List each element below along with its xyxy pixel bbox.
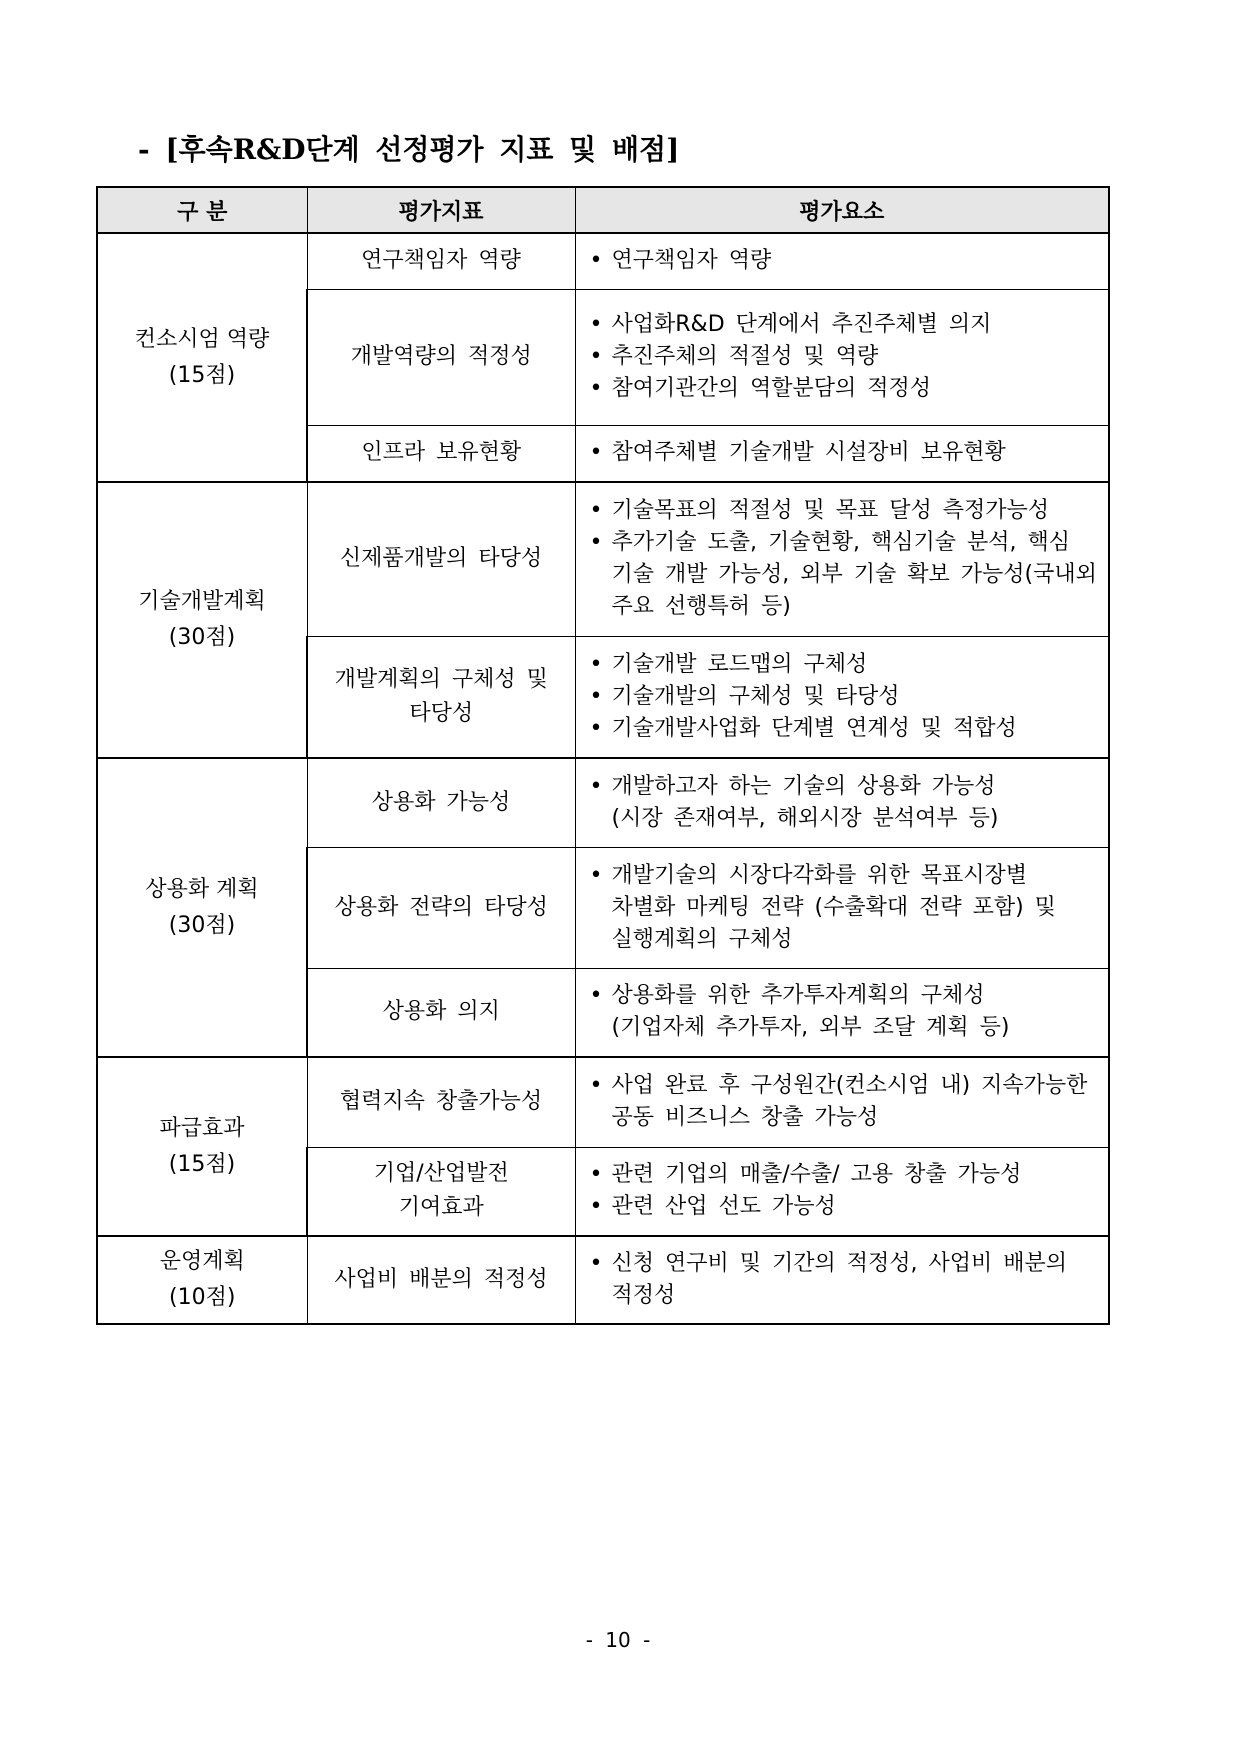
category-name: 파급효과 — [159, 1115, 245, 1141]
header-category: 구 분 — [97, 187, 307, 233]
table-row — [97, 758, 1109, 847]
element-item: • 관련 기업의 매출/수출/ 고용 창출 가능성 — [586, 1159, 1105, 1191]
element-item: • 참여기관간의 역할분담의 적정성 — [586, 373, 1105, 405]
indicator-cell: 사업비 배분의 적정성 — [307, 1236, 575, 1324]
table-row — [97, 1057, 1109, 1147]
category-cell — [97, 233, 307, 482]
indicator-cell: 협력지속 창출가능성 — [307, 1057, 575, 1147]
element-item: • 사업 완료 후 구성원간(컨소시엄 내) 지속가능한 공동 비즈니스 창출 가능성 — [586, 1070, 1105, 1134]
header-indicator: 평가지표 — [307, 187, 575, 233]
elements-cell — [575, 289, 1109, 425]
elements-cell — [575, 482, 1109, 636]
table-row — [97, 233, 1109, 289]
page-title: - [후속R&D단계 선정평가 지표 및 배점] — [138, 133, 680, 166]
indicator-cell: 개발계획의 구체성 및 타당성 — [307, 636, 575, 758]
category-cell — [97, 1057, 307, 1236]
element-item: • 개발하고자 하는 기술의 상용화 가능성 (시장 존재여부, 해외시장 분석여부 등) — [586, 771, 1105, 835]
category-points: (30점) — [168, 625, 236, 650]
elements-cell — [575, 847, 1109, 968]
elements-cell — [575, 425, 1109, 482]
table-row — [97, 482, 1109, 636]
indicator-cell: 연구책임자 역량 — [307, 233, 575, 289]
page-number: - 10 - — [585, 1628, 651, 1652]
indicator-cell: 신제품개발의 타당성 — [307, 482, 575, 636]
elements-cell — [575, 233, 1109, 289]
elements-cell — [575, 636, 1109, 758]
category-points: (10점) — [169, 1285, 236, 1310]
elements-cell — [575, 1057, 1109, 1147]
element-item: • 참여주체별 기술개발 시설장비 보유현황 — [586, 437, 1105, 469]
category-name: 기술개발계획 — [138, 589, 266, 614]
element-item: • 기술개발사업화 단계별 연계성 및 적합성 — [586, 713, 1105, 745]
category-name: 상용화 계획 — [145, 876, 259, 902]
indicator-cell: 상용화 의지 — [307, 968, 575, 1057]
element-item: • 상용화를 위한 추가투자계획의 구체성 (기업자체 추가투자, 외부 조달 계획 등) — [586, 980, 1105, 1044]
indicator-cell: 인프라 보유현황 — [307, 425, 575, 482]
elements-cell — [575, 968, 1109, 1057]
element-item: • 기술개발 로드맵의 구체성 — [586, 649, 1105, 681]
evaluation-table — [96, 186, 1110, 1325]
category-points: (15점) — [168, 1151, 236, 1177]
category-points: (30점) — [168, 912, 236, 938]
category-points: (15점) — [168, 362, 236, 388]
category-cell — [97, 758, 307, 1057]
elements-cell — [575, 1236, 1109, 1324]
category-cell — [97, 482, 307, 758]
indicator-cell: 기업/산업발전 기여효과 — [307, 1147, 575, 1236]
elements-cell — [575, 1147, 1109, 1236]
element-item: • 추가기술 도출, 기술현황, 핵심기술 분석, 핵심 기술 개발 가능성, 외부 기술 확보 가능성(국내외 주요 선행특허 등) — [586, 527, 1105, 623]
element-item: • 기술개발의 구체성 및 타당성 — [586, 681, 1105, 713]
element-item: • 기술목표의 적절성 및 목표 달성 측정가능성 — [586, 495, 1105, 527]
header-elements: 평가요소 — [575, 187, 1109, 233]
indicator-cell: 개발역량의 적정성 — [307, 289, 575, 425]
table-row — [97, 1236, 1109, 1324]
indicator-cell: 상용화 전략의 타당성 — [307, 847, 575, 968]
element-item: • 신청 연구비 및 기간의 적정성, 사업비 배분의 적정성 — [586, 1248, 1105, 1312]
indicator-cell: 상용화 가능성 — [307, 758, 575, 847]
elements-cell — [575, 758, 1109, 847]
element-item: • 추진주체의 적절성 및 역량 — [586, 341, 1105, 373]
element-item: • 사업화R&D 단계에서 추진주체별 의지 — [586, 309, 1105, 341]
category-name: 컨소시엄 역량 — [134, 326, 270, 352]
category-name: 운영계획 — [159, 1249, 245, 1274]
element-item: • 개발기술의 시장다각화를 위한 목표시장별 차별화 마케팅 전략 (수출확대 전략 포함) 및 실행계획의 구체성 — [586, 860, 1105, 956]
element-item: • 연구책임자 역량 — [586, 245, 1105, 277]
table-header-row — [97, 187, 1109, 233]
element-item: • 관련 산업 선도 가능성 — [586, 1191, 1105, 1223]
category-cell — [97, 1236, 307, 1324]
